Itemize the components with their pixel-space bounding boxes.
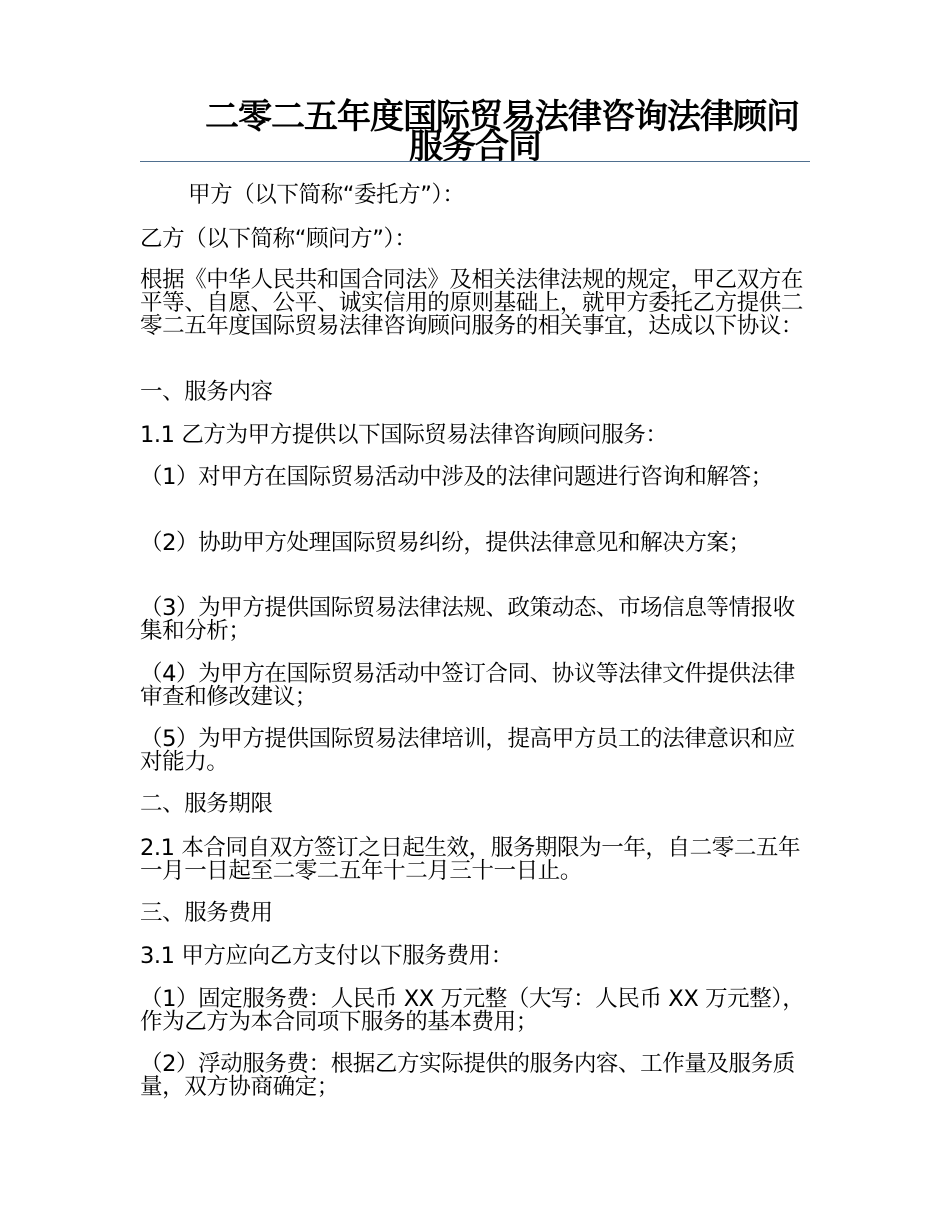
clause-1-1-item-1: （1）对甲方在国际贸易活动中涉及的法律问题进行咨询和解答； xyxy=(140,464,773,490)
clause-3-1: 3.1 甲方应向乙方支付以下服务费用： xyxy=(140,943,513,969)
section-heading-service-content: 一、服务内容 xyxy=(140,379,273,405)
clause-3-1-item-1: （1）固定服务费：人民币 XX 万元整（大写：人民币 XX 万元整），作为乙方为本合同项下服务的基本费用； xyxy=(140,986,805,1035)
clause-1-1-item-2: （2）协助甲方处理国际贸易纠纷，提供法律意见和解决方案； xyxy=(140,530,751,556)
document-title-line-2: 服务合同 xyxy=(409,127,541,167)
clause-1-1-item-5: （5）为甲方提供国际贸易法律培训，提高甲方员工的法律意识和应对能力。 xyxy=(140,726,795,775)
party-a-line: 甲方（以下简称“委托方”）： xyxy=(188,182,465,208)
clause-2-1: 2.1 本合同自双方签订之日起生效，服务期限为一年，自二零二五年一月一日起至二零二五年十二月三十一日止。 xyxy=(140,835,801,884)
title-divider xyxy=(140,161,810,162)
preamble-paragraph: 根据《中华人民共和国合同法》及相关法律法规的规定，甲乙双方在平等、自愿、公平、诚实信用的原则基础上，就甲方委托乙方提供二零二五年度国际贸易法律咨询顾问服务的相关事宜，达成以下协议： xyxy=(140,267,804,339)
clause-1-1: 1.1 乙方为甲方提供以下国际贸易法律咨询顾问服务： xyxy=(140,422,668,448)
party-b-line: 乙方（以下简称“顾问方”）： xyxy=(140,226,417,252)
section-heading-service-term: 二、服务期限 xyxy=(140,791,273,817)
clause-1-1-item-3: （3）为甲方提供国际贸易法律法规、政策动态、市场信息等情报收集和分析； xyxy=(140,595,795,644)
clause-3-1-item-2: （2）浮动服务费：根据乙方实际提供的服务内容、工作量及服务质量，双方协商确定； xyxy=(140,1051,795,1100)
section-heading-service-fees: 三、服务费用 xyxy=(140,900,273,926)
document-title-line-1: 二零二五年度国际贸易法律咨询法律顾问 xyxy=(205,97,799,137)
clause-1-1-item-4: （4）为甲方在国际贸易活动中签订合同、协议等法律文件提供法律审查和修改建议； xyxy=(140,661,795,710)
